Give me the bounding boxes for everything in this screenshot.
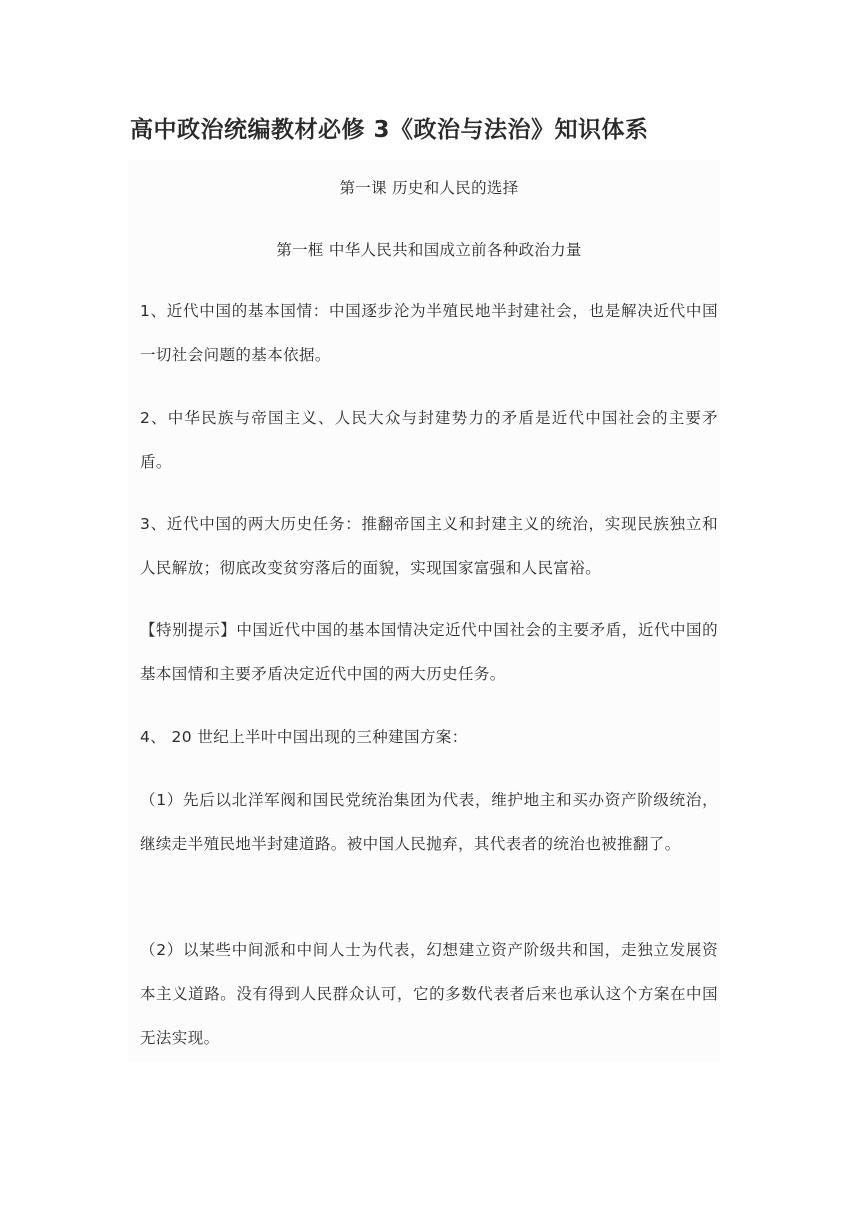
paragraph-plan-one: （1）先后以北洋军阀和国民党统治集团为代表，维护地主和买办资产阶级统治，继续走半殖民地半封建道路。被中国人民抛弃，其代表者的统治也被推翻了。 [140, 791, 718, 853]
paragraph-main-contradiction: 2、中华民族与帝国主义、人民大众与封建势力的矛盾是近代中国社会的主要矛盾。 [140, 409, 718, 471]
paragraph-special-note: 【特别提示】中国近代中国的基本国情决定近代中国社会的主要矛盾，近代中国的基本国情和主要矛盾决定近代中国的两大历史任务。 [140, 621, 718, 683]
lesson-title: 第一课 历史和人民的选择 [339, 179, 519, 197]
section-title: 第一框 中华人民共和国成立前各种政治力量 [276, 241, 582, 259]
paragraph-historical-tasks: 3、近代中国的两大历史任务：推翻帝国主义和封建主义的统治，实现民族独立和人民解放；彻底改变贫穷落后的面貌，实现国家富强和人民富裕。 [140, 515, 718, 577]
document-title: 高中政治统编教材必修 3《政治与法治》知识体系 [130, 117, 649, 143]
paragraph-founding-plans-heading: 4、 20 世纪上半叶中国出现的三种建国方案： [140, 728, 468, 746]
paragraph-basic-national-conditions: 1、近代中国的基本国情：中国逐步沦为半殖民地半封建社会，也是解决近代中国一切社会问题的基本依据。 [140, 302, 718, 364]
paragraph-plan-two: （2）以某些中间派和中间人士为代表，幻想建立资产阶级共和国，走独立发展资本主义道路。没有得到人民群众认可，它的多数代表者后来也承认这个方案在中国无法实现。 [140, 941, 718, 1047]
